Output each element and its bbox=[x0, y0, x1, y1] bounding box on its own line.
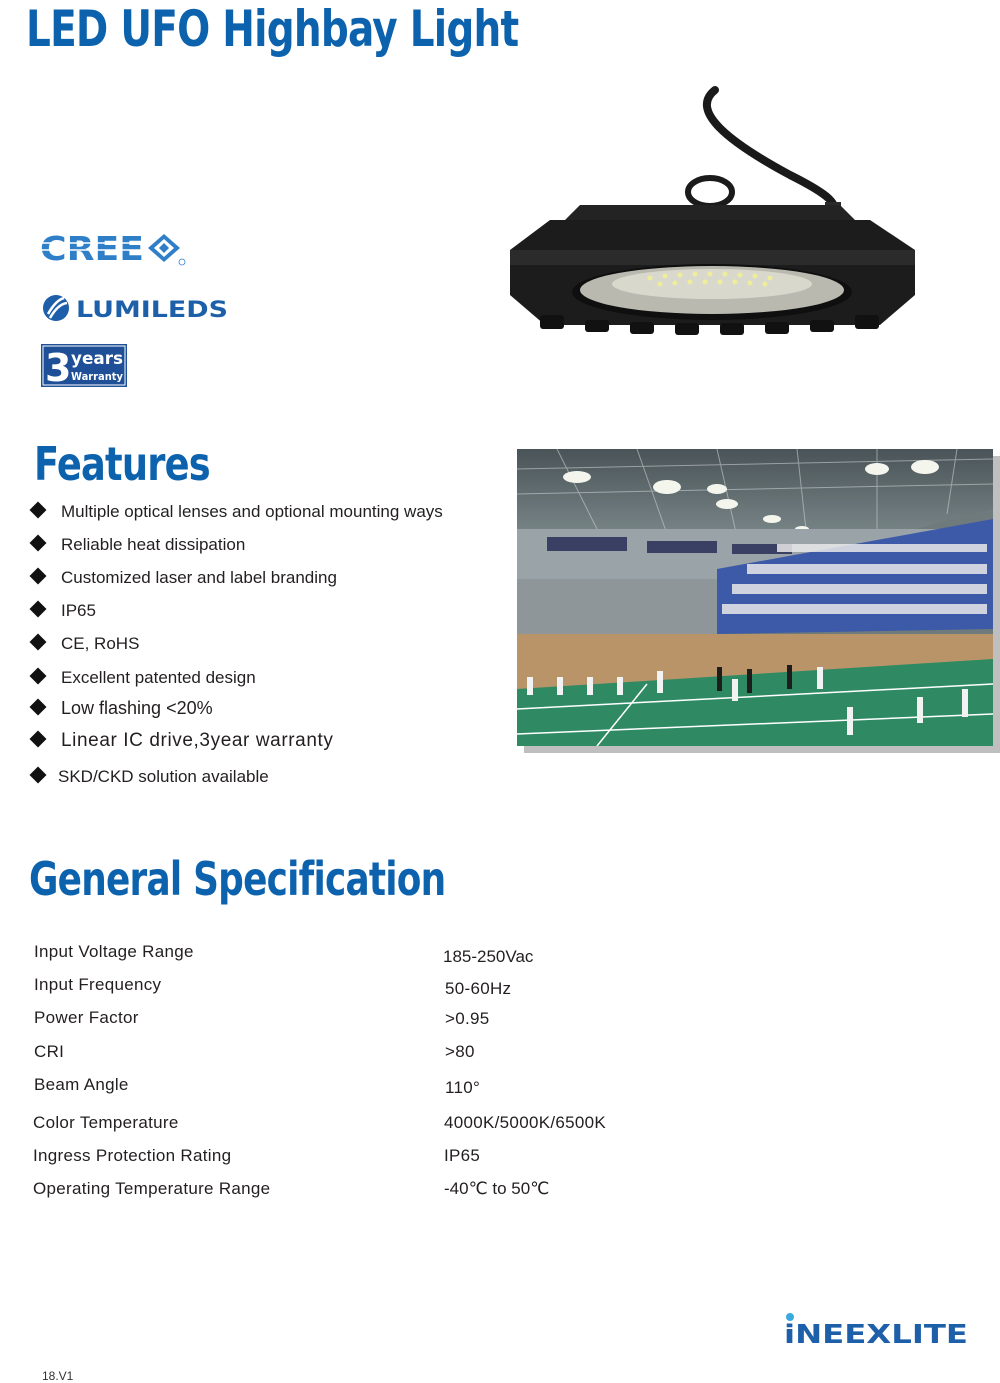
features-heading: Features bbox=[34, 437, 210, 491]
spec-value-ingress-protection: IP65 bbox=[444, 1146, 481, 1165]
ineexlite-logo bbox=[784, 1310, 970, 1350]
feature-item: IP65 bbox=[30, 601, 96, 621]
spec-label-color-temperature: Color Temperature bbox=[33, 1113, 179, 1132]
warranty-years: years bbox=[71, 349, 123, 369]
spec-label-cri: CRI bbox=[34, 1042, 65, 1061]
feature-item: SKD/CKD solution available bbox=[30, 767, 269, 787]
feature-item: Low flashing <20% bbox=[30, 698, 213, 719]
spec-label-input-frequency: Input Frequency bbox=[34, 975, 162, 994]
spec-label-input-voltage: Input Voltage Range bbox=[34, 942, 194, 961]
spec-label-operating-temperature: Operating Temperature Range bbox=[33, 1179, 271, 1198]
spec-label-ingress-protection: Ingress Protection Rating bbox=[33, 1146, 232, 1165]
spec-value-beam-angle: 110° bbox=[445, 1078, 481, 1097]
spec-value-cri: >80 bbox=[445, 1042, 475, 1061]
warranty-word: Warranty bbox=[71, 370, 123, 383]
spec-label-beam-angle: Beam Angle bbox=[34, 1075, 129, 1094]
feature-item: Linear IC drive,3year warranty bbox=[30, 730, 334, 752]
spec-value-operating-temperature: -40℃ to 50℃ bbox=[444, 1179, 550, 1198]
spec-value-power-factor: >0.95 bbox=[445, 1009, 490, 1028]
feature-item: CE, RoHS bbox=[30, 634, 139, 654]
warranty-number: 3 bbox=[45, 346, 72, 387]
spec-value-input-frequency: 50-60Hz bbox=[445, 979, 512, 998]
page-title: LED UFO Highbay Light bbox=[26, 0, 519, 58]
feature-item: Multiple optical lenses and optional mounting ways bbox=[30, 502, 443, 522]
feature-item: Excellent patented design bbox=[30, 668, 256, 688]
spec-value-color-temperature: 4000K/5000K/6500K bbox=[444, 1113, 607, 1132]
spec-heading: General Specification bbox=[29, 852, 446, 906]
lumileds-logo-text: LUMILEDS bbox=[76, 298, 228, 323]
spec-label-power-factor: Power Factor bbox=[34, 1008, 139, 1027]
feature-item: Customized laser and label branding bbox=[30, 568, 337, 588]
cree-logo-text: CREE bbox=[40, 229, 144, 268]
ineexlite-logo-text: iNEEXLITE bbox=[784, 1320, 968, 1350]
version-label: 18.V1 bbox=[42, 1369, 74, 1383]
spec-value-input-voltage: 185-250Vac bbox=[443, 947, 534, 966]
feature-item: Reliable heat dissipation bbox=[30, 535, 245, 555]
